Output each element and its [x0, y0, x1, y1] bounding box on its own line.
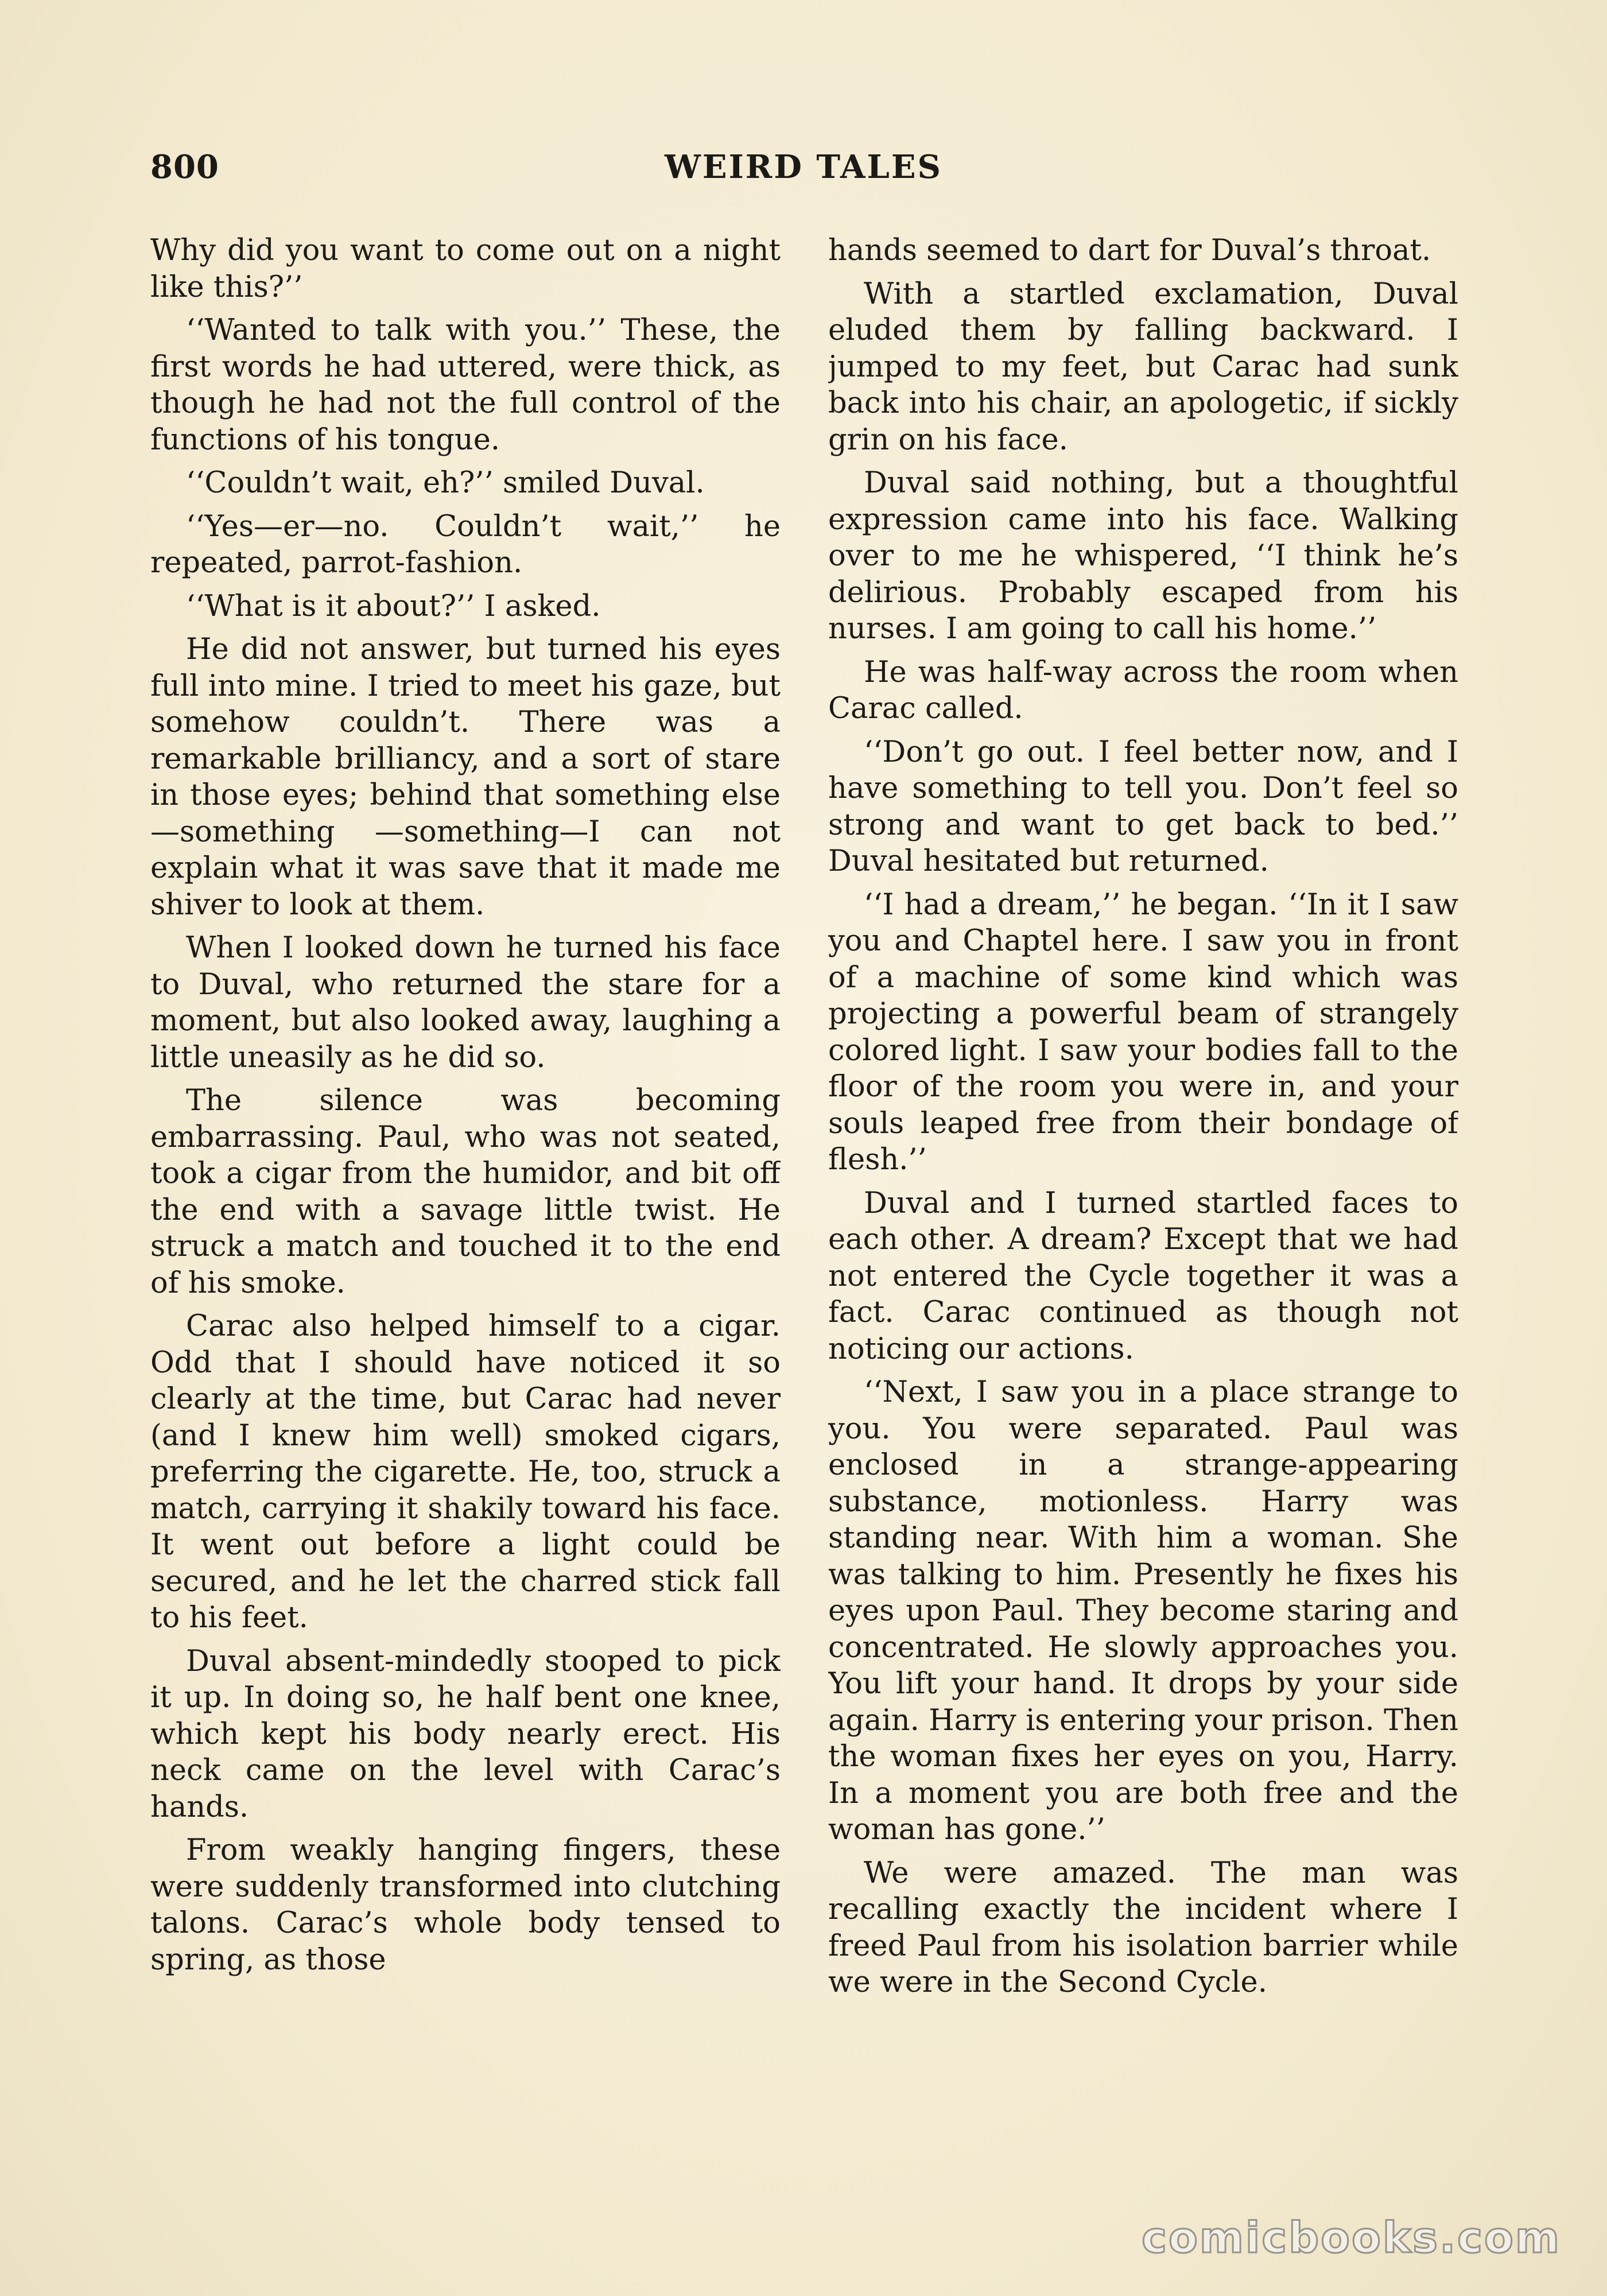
page-number: 800 [150, 148, 219, 186]
paragraph: The silence was becoming embarrassing. Paul, who was not seated, took a cigar from the humidor, and bit off the end with a savage little twist. He struck a match and touched it to the end of his smoke. [150, 1084, 781, 1300]
paragraph: With a startled exclamation, Duval eluded them by falling backward. I jumped to my feet, but Carac had sunk back into his chair, an apologetic, if sickly grin on his face. [828, 277, 1458, 457]
paragraph: ‘‘Next, I saw you in a place strange to you. You were separated. Paul was enclosed in a strange-appearing substance, motionless. Harry was standing near. With him a woman. She was talking to him. Presently he fixes his eyes upon Paul. They become staring and concentrated. He slowly approaches you. You lift your hand. It drops by your side again. Harry is entering your prison. Then the woman fixes her eyes on you, Harry. In a moment you are both free and the woman has gone.’’ [828, 1375, 1458, 1847]
paragraph: ‘‘Yes—er—no. Couldn’t wait,’’ he repeated, parrot-fashion. [150, 509, 781, 580]
paragraph: ‘‘Couldn’t wait, eh?’’ smiled Duval. [186, 466, 705, 500]
paragraph: From weakly hanging fingers, these were suddenly transformed into clutching talons. Carac’s whole body tensed to spring, as those [150, 1833, 781, 1977]
paragraph: He did not answer, but turned his eyes full into mine. I tried to meet his gaze, but somehow couldn’t. There was a remarkable brilliancy, and a sort of stare in those eyes; behind that something else—something —something—I can not explain what it was save that it made me shiver to look at them. [150, 633, 781, 922]
paragraph: ‘‘Don’t go out. I feel better now, and I have something to tell you. Don’t feel so strong and want to get back to bed.’’ Duval hesitated but returned. [828, 735, 1458, 878]
running-title: WEIRD TALES [665, 148, 942, 186]
paragraph: ‘‘Wanted to talk with you.’’ These, the first words he had uttered, were thick, as though he had not the full control of the functions of his tongue. [150, 313, 781, 457]
paragraph: He was half-way across the room when Carac called. [828, 655, 1458, 726]
paragraph: Duval absent-mindedly stooped to pick it up. In doing so, he half bent one knee, which kept his body nearly erect. His neck came on the level with Carac’s hands. [150, 1644, 781, 1824]
paragraph: ‘‘I had a dream,’’ he began. ‘‘In it I saw you and Chaptel here. I saw you in front of a machine of some kind which was projecting a powerful beam of strangely colored light. I saw your bodies fall to the floor of the room you were in, and your souls leaped free from their bondage of flesh.’’ [828, 887, 1458, 1177]
paragraph: When I looked down he turned his face to Duval, who returned the stare for a moment, but also looked away, laughing a little uneasily as he did so. [150, 931, 781, 1075]
right-column [828, 232, 1458, 2150]
paragraph: Carac also helped himself to a cigar. Odd that I should have noticed it so clearly at the time, but Carac had never (and I knew him well) smoked cigars, preferring the cigarette. He, too, struck a match, carrying it shakily toward his face. It went out before a light could be secured, and he let the charred stick fall to his feet. [150, 1309, 781, 1635]
paragraph: We were amazed. The man was recalling exactly the incident where I freed Paul from his isolation barrier while we were in the Second Cycle. [828, 1856, 1458, 1999]
paragraph: Duval and I turned startled faces to each other. A dream? Except that we had not entered the Cycle together it was a fact. Carac continued as though not noticing our actions. [828, 1186, 1458, 1366]
paragraph: ‘‘What is it about?’’ I asked. [186, 589, 601, 623]
watermark-logo: comicbooks.com [1142, 2213, 1561, 2263]
paragraph: Why did you want to come out on a night like this?’’ [150, 234, 781, 304]
paragraph: Duval said nothing, but a thoughtful expression came into his face. Walking over to me he whispered, ‘‘I think he’s delirious. Probably escaped from his nurses. I am going to call his home.’’ [828, 466, 1458, 646]
paragraph: hands seemed to dart for Duval’s throat. [828, 234, 1431, 267]
left-column [150, 232, 781, 2150]
page-header [150, 148, 1457, 188]
